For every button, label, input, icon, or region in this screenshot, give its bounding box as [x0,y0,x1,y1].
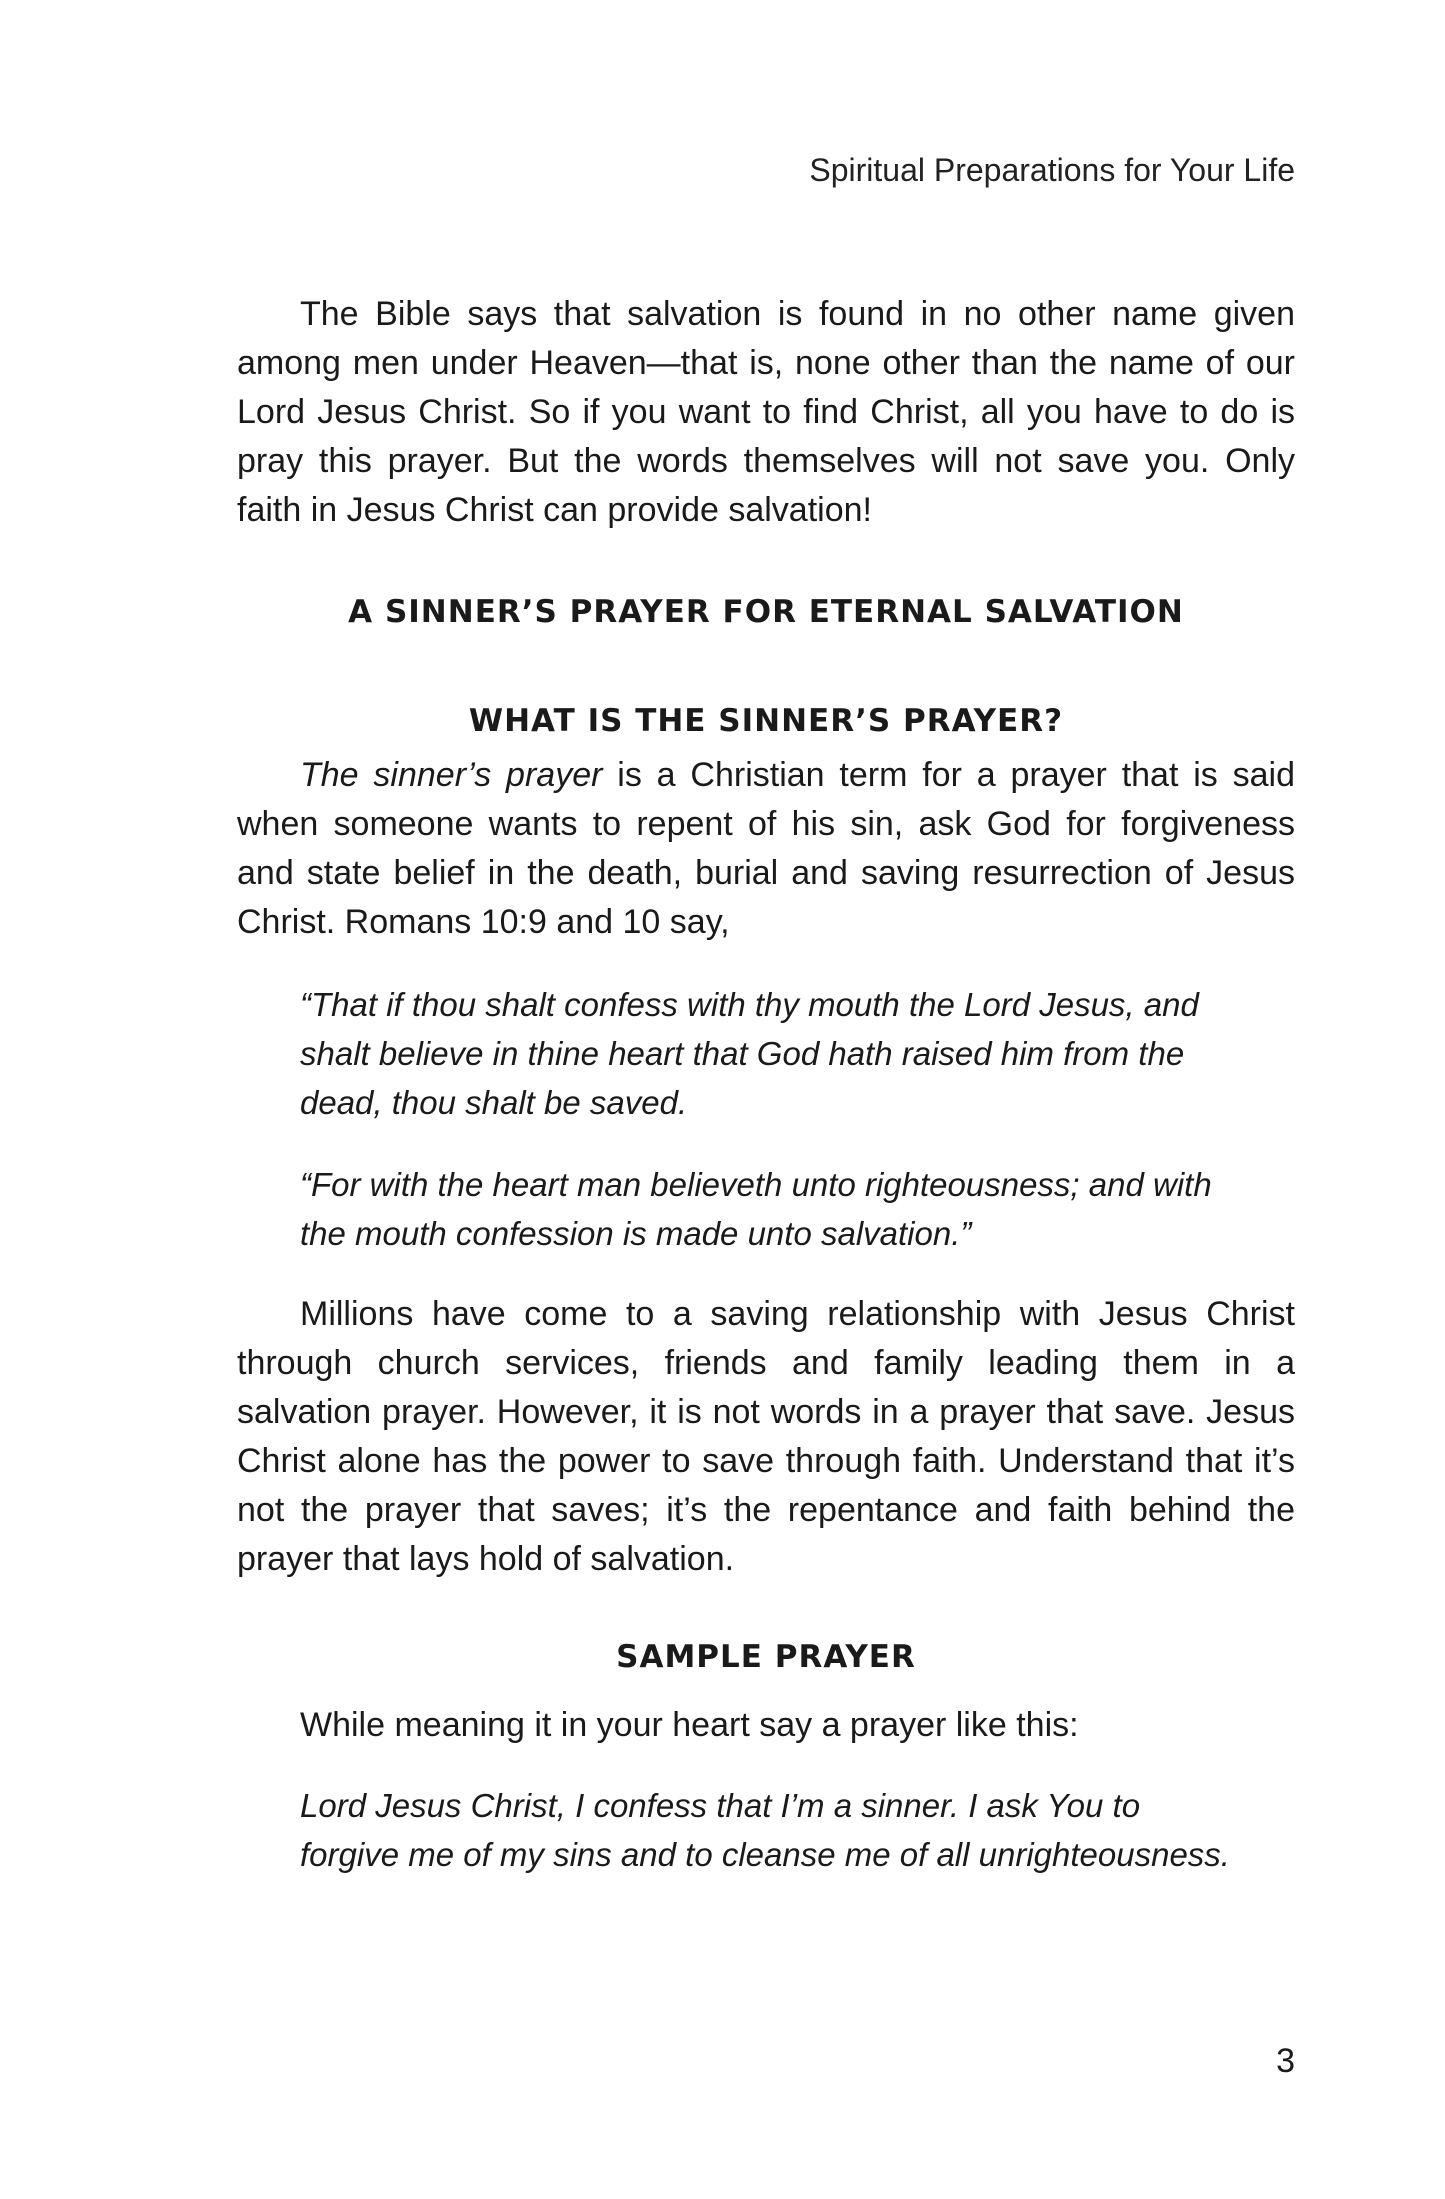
section-heading-main: A SINNER’S PRAYER FOR ETERNAL SALVATION [348,594,1184,630]
section-heading-what-is: WHAT IS THE SINNER’S PRAYER? [468,703,1064,739]
definition-text: is a Christian term for a prayer that is said when someone wants to repent of his sin, ask God for forgiveness and state belief in the death, burial and saving resurrection of Jesus Christ. Romans 10:9 and 10 say, [237,756,1295,941]
page-body [237,290,1295,1879]
page-number: 3 [1276,2042,1295,2080]
scripture-quote-romans-10-10: “For with the heart man believeth unto righteousness; and with the mouth confession is made unto salvation.” [300,1166,1212,1252]
definition-term: The sinner’s prayer [300,756,603,794]
intro-paragraph: The Bible says that salvation is found in no other name given among men under Heaven—that is, none other than the name of our Lord Jesus Christ. So if you want to find Christ, all you have to do is pray this prayer. But the words themselves will not save you. Only faith in Jesus Christ can provide salvation! [237,295,1295,529]
scripture-quote-romans-10-9: “That if thou shalt confess with thy mouth the Lord Jesus, and shalt believe in thine heart that God hath raised him from the dead, thou shalt be saved. [300,986,1199,1121]
sample-prayer-text: Lord Jesus Christ, I confess that I’m a sinner. I ask You to forgive me of my sins and to cleanse me of all unrighteousness. [300,1787,1230,1873]
running-head: Spiritual Preparations for Your Life [809,152,1295,188]
sample-intro-paragraph: While meaning it in your heart say a prayer like this: [300,1706,1079,1744]
millions-paragraph: Millions have come to a saving relationship with Jesus Christ through church services, friends and family leading them in a salvation prayer. However, it is not words in a prayer that save. Jesus Christ alone has the power to save through faith. Understand that it’s not the prayer that saves; it’s the repentance and faith behind the prayer that lays hold of salvation. [237,1295,1295,1578]
definition-paragraph [237,751,1295,947]
section-heading-sample: SAMPLE PRAYER [616,1639,916,1675]
